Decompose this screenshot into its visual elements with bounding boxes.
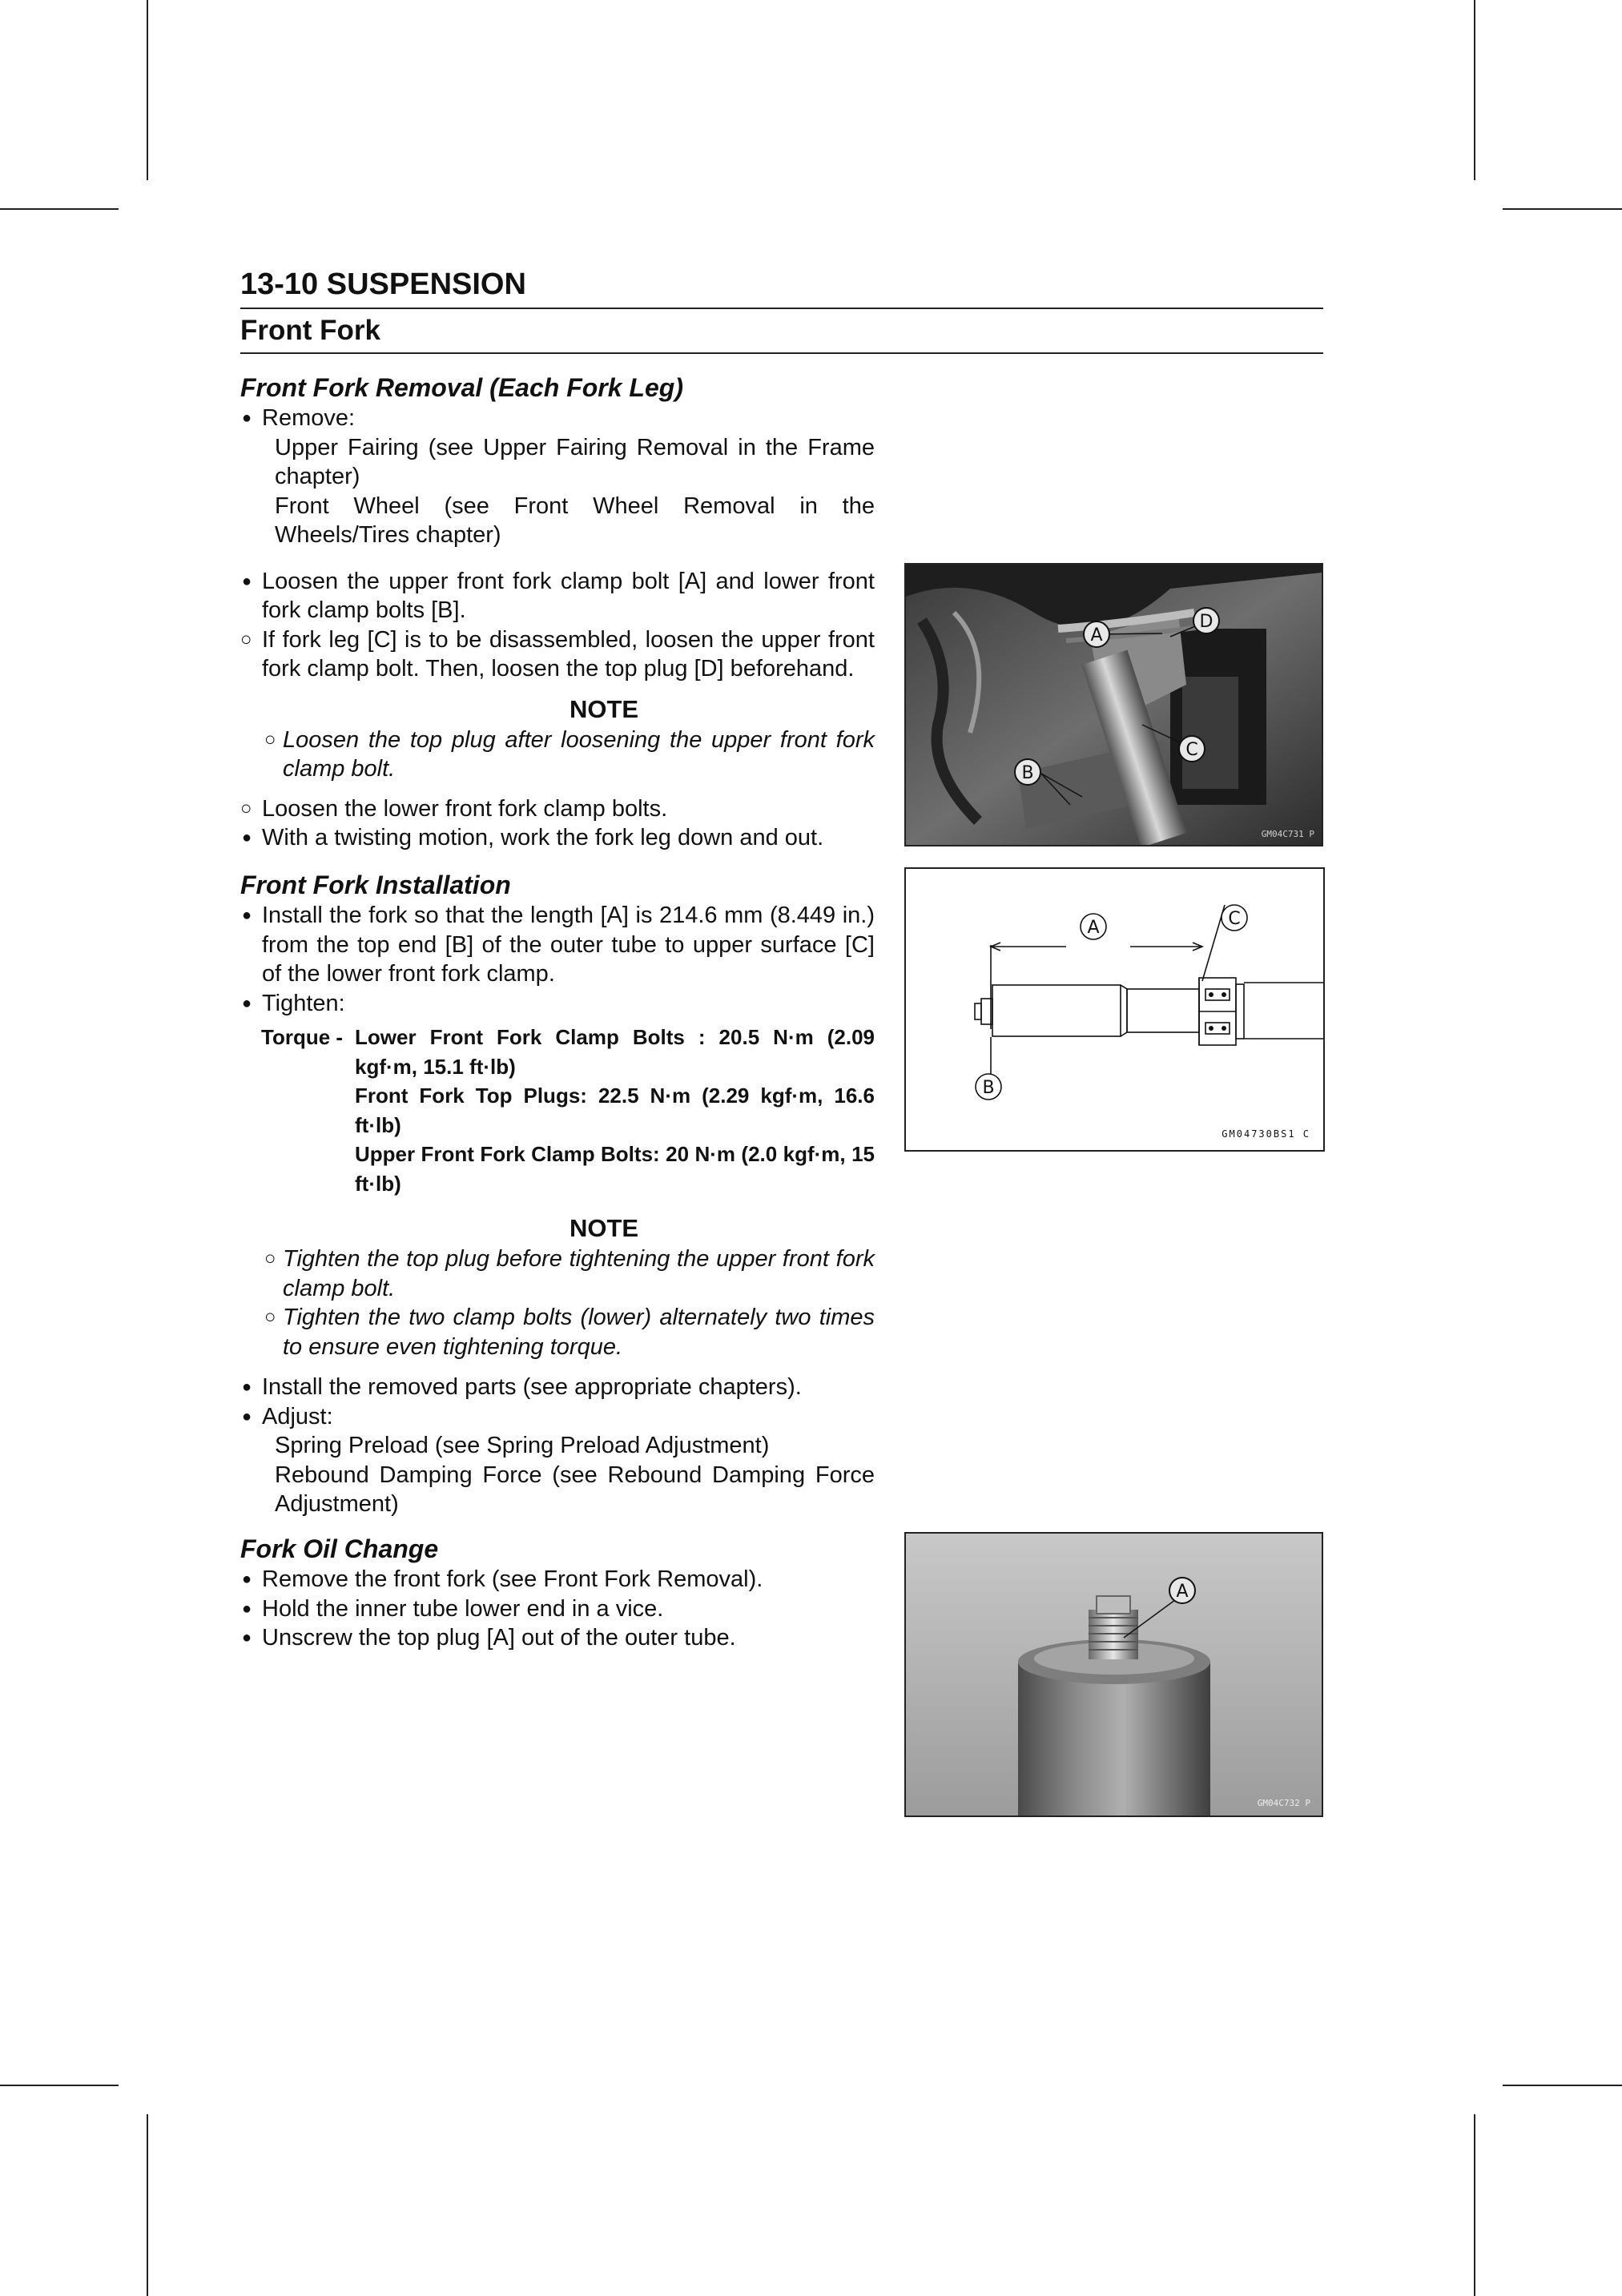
figure-top-plug-photo bbox=[904, 1532, 1323, 1817]
label-A: A bbox=[1087, 918, 1100, 938]
remove-item: Front Wheel (see Front Wheel Removal in the Wheels/Tires chapter) bbox=[275, 493, 875, 548]
crop-mark bbox=[1474, 0, 1475, 180]
label-B: B bbox=[1021, 763, 1034, 783]
crop-mark bbox=[0, 208, 119, 210]
torque-block bbox=[240, 1023, 875, 1198]
figure-fork-length-diagram bbox=[904, 867, 1325, 1152]
figure-code: GM04C732 P bbox=[1257, 1798, 1310, 1808]
label-D: D bbox=[1199, 612, 1213, 632]
torque-item: Lower Front Fork Clamp Bolts : 20.5 N·m (2.09 kgf·m, 15.1 ft·lb) bbox=[355, 1025, 875, 1079]
figure-fork-clamp-photo bbox=[904, 563, 1323, 846]
remove-step: ● Remove: bbox=[240, 404, 875, 433]
crop-mark bbox=[147, 2114, 148, 2296]
removed-parts-step: ● Install the removed parts (see appropriate chapters). bbox=[240, 1373, 875, 1402]
oil-change-heading: Fork Oil Change bbox=[240, 1534, 439, 1563]
note-title: NOTE bbox=[569, 694, 639, 723]
adjust-item: Spring Preload (see Spring Preload Adjustment) bbox=[275, 1433, 770, 1458]
page-header bbox=[240, 264, 1323, 354]
label-A: A bbox=[1090, 625, 1103, 645]
note-item: ○ Tighten the two clamp bolts (lower) alternately two times to ensure even tightening torque. bbox=[240, 1303, 875, 1361]
note-item: ○ Loosen the top plug after loosening the upper front fork clamp bolt. bbox=[240, 726, 875, 784]
oil-step: ● Hold the inner tube lower end in a vice. bbox=[240, 1594, 875, 1624]
note-item: ○ Tighten the top plug before tightening the upper front fork clamp bolt. bbox=[240, 1245, 875, 1303]
crop-mark bbox=[1503, 2085, 1622, 2086]
crop-mark bbox=[1474, 2114, 1475, 2296]
crop-mark bbox=[147, 0, 148, 180]
crop-mark bbox=[0, 2085, 119, 2086]
torque-item: Upper Front Fork Clamp Bolts: 20 N·m (2.0 kgf·m, 15 ft·lb) bbox=[355, 1142, 875, 1196]
torque-item: Front Fork Top Plugs: 22.5 N·m (2.29 kgf·m, 16.6 ft·lb) bbox=[355, 1084, 875, 1137]
torque-label: Torque - bbox=[261, 1025, 344, 1049]
oil-step: ● Unscrew the top plug [A] out of the outer tube. bbox=[240, 1623, 875, 1653]
loosen-step: ● Loosen the upper front fork clamp bolt [A] and lower front fork clamp bolts [B]. bbox=[240, 567, 875, 625]
oil-step: ● Remove the front fork (see Front Fork Removal). bbox=[240, 1565, 875, 1594]
fork-clamp-photo bbox=[906, 565, 1322, 845]
install-step: ● Install the fork so that the length [A] is 214.6 mm (8.449 in.) from the top end [B] of the outer tube to upper surface [C] of the lower front fork clamp. bbox=[240, 901, 875, 989]
section-title: Front Fork bbox=[240, 315, 380, 346]
twist-step: ● With a twisting motion, work the fork leg down and out. bbox=[240, 823, 875, 853]
removal-heading: Front Fork Removal (Each Fork Leg) bbox=[240, 373, 683, 402]
figure-code: GM04730BS1 C bbox=[1222, 1128, 1310, 1140]
note-title: NOTE bbox=[569, 1214, 639, 1242]
label-B: B bbox=[982, 1078, 995, 1098]
fork-length-diagram bbox=[906, 869, 1323, 1150]
adjust-item: Rebound Damping Force (see Rebound Damping Force Adjustment) bbox=[275, 1462, 875, 1517]
oil-change-section bbox=[240, 1533, 875, 1653]
figure-code: GM04C731 P bbox=[1261, 829, 1314, 839]
adjust-step: ● Adjust: bbox=[240, 1402, 875, 1432]
lower-bolts-step: ○ Loosen the lower front fork clamp bolts. bbox=[240, 794, 875, 824]
tighten-step: ● Tighten: bbox=[240, 989, 875, 1019]
section-rule bbox=[240, 352, 1323, 354]
label-C: C bbox=[1228, 909, 1241, 929]
remove-item: Upper Fairing (see Upper Fairing Removal in the Frame chapter) bbox=[275, 434, 875, 489]
label-A: A bbox=[1176, 1582, 1189, 1602]
installation-section bbox=[240, 869, 875, 1519]
disassemble-step: ○ If fork leg [C] is to be disassembled, loosen the upper front fork clamp bolt. Then, loosen the top plug [D] beforehand. bbox=[240, 625, 875, 684]
installation-heading: Front Fork Installation bbox=[240, 871, 511, 899]
page-title: 13-10 SUSPENSION bbox=[240, 267, 526, 301]
crop-mark bbox=[1503, 208, 1622, 210]
label-C: C bbox=[1185, 740, 1198, 760]
top-plug-photo bbox=[906, 1534, 1322, 1815]
removal-section bbox=[240, 372, 875, 853]
